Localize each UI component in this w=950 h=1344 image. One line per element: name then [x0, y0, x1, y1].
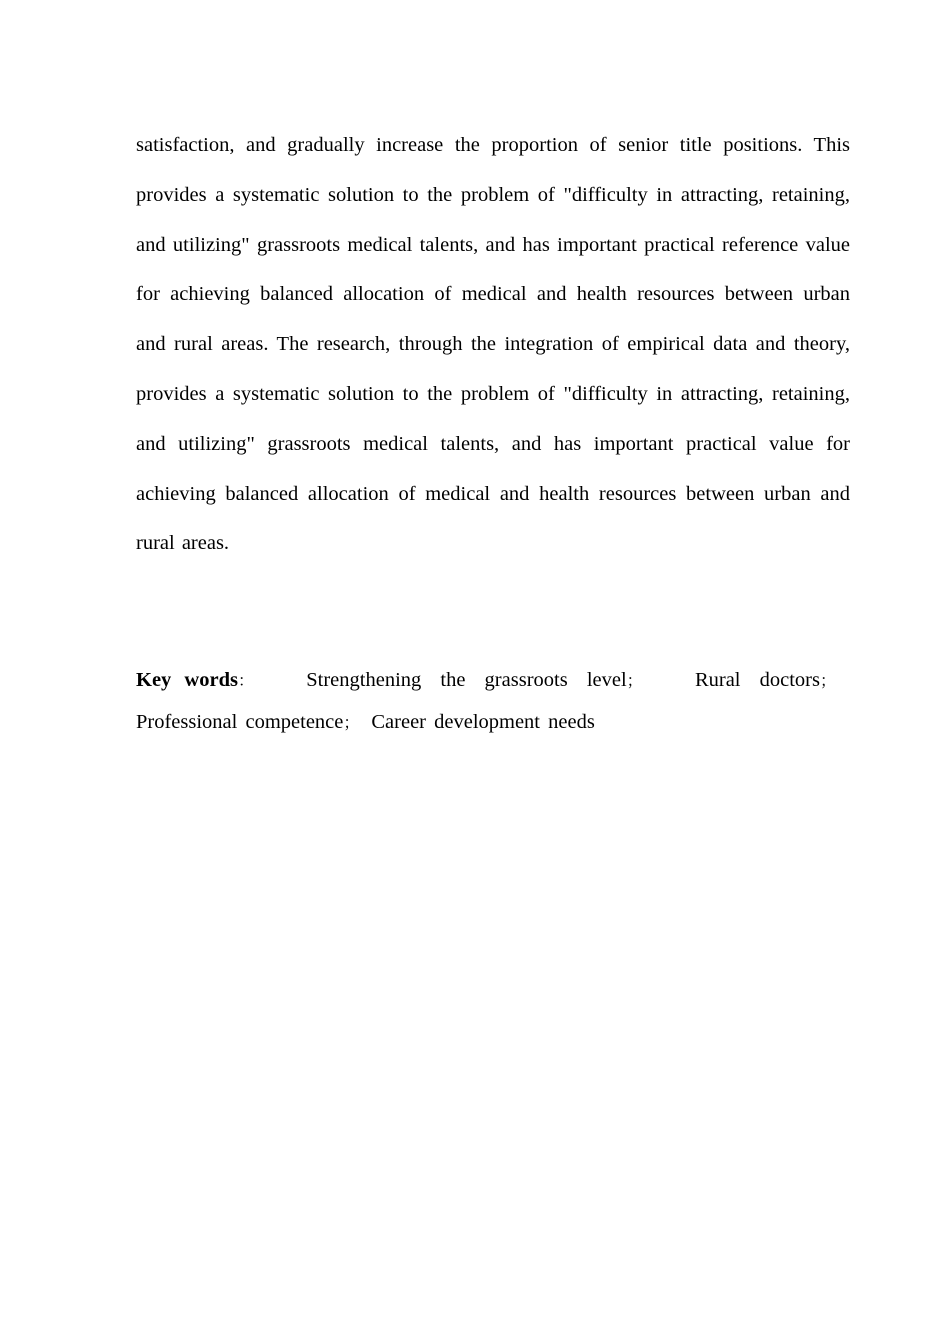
keywords-label: Key words — [136, 669, 238, 691]
keyword-separator-2: ； — [819, 673, 836, 690]
keywords-section — [136, 660, 850, 744]
keyword-term-1-group — [306, 660, 642, 702]
keyword-term-3: Professional competence — [136, 711, 344, 733]
keyword-term-1: Strengthening the grassroots level — [306, 669, 627, 691]
keywords-line-2 — [136, 702, 850, 744]
keywords-colon: ： — [237, 673, 254, 690]
keywords-line-1 — [136, 660, 836, 702]
keywords-label-group — [136, 660, 254, 702]
body-paragraph: satisfaction, and gradually increase the proportion of senior title positions. This provides a systematic solution to the problem of "difficulty in attracting, retaining, and utilizing" grassroots medical talents, and has important practical reference value for achieving balanced allocation of medical and health resources between urban and rural areas. The research, through the integration of empirical data and theory, provides a systematic solution to the problem of "difficulty in attracting, retaining, and utilizing" grassroots medical talents, and has important practical value for achieving balanced allocation of medical and health resources between urban and rural areas. — [136, 134, 850, 555]
keyword-term-4: Career development needs — [371, 711, 595, 733]
keyword-separator-3: ； — [343, 715, 360, 732]
keyword-term-2: Rural doctors — [694, 669, 820, 691]
keyword-separator-1: ； — [626, 673, 643, 690]
keyword-term-2-group — [695, 660, 836, 702]
